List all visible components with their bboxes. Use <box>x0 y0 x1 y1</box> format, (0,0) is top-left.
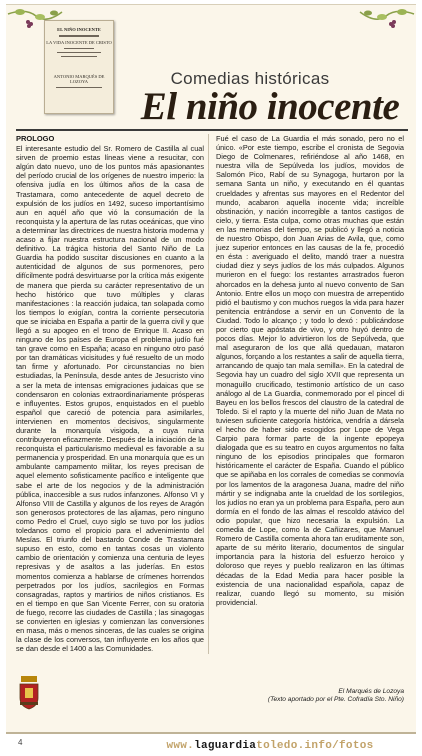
book-rule <box>57 52 101 53</box>
footer-website-url[interactable] <box>120 740 420 752</box>
page-subtitle: Comedias históricas <box>170 69 330 88</box>
article-column-left <box>16 134 204 654</box>
signature-name: El Marqués de Lozoya <box>338 688 404 695</box>
article-text-right: Fué el caso de La Guardia el más sonado, pero no el único. «Por este tiempo, escribe el cronista de Segovia Diego de Colmenares, refiriéndose al año 1468, en nuestra villa de Sepúlveda los judíos, movidos de Salomón Pico, Rabí de su Synagoga, hurtaron por la semana Santa un niño, y executando en él quantas crueldades y afrentas sus mayores en el Redentor del mundo, acabaron aquella inocente vida; increíble obstinación, y nación incorregible a tantos castigos de cielo, y tierra. Esta culpa, como otras muchas que están en las memorias del tiempo, se publicó y llegó a noticia de nuestro Obispo, don Juan Arias de Avila, que, como juez superior entonces en las causas de la fe, procedió en ésta : averiguado el delito, mandó traer a nuestra ciudad diez y seys judíos de los más culpados. Algunos murieron en el fuego: los restantes arrastrados fueron ahorcados en la dehesa junto al nuevo convento de San Antonio. Entre ellos un moço con muestra de arrepentido pidió el bautismo y con muchos ruegos la vida para hazer penitencia entrándose a servir en un Convento de la Ciudad. Todo lo alcanço ; y todo lo dexó : publicándose por cierto que apóstata de vivo, y otro huyó dentro de pocos días. Mejor lo advirtieron los de Sepúlveda, que mal aseguraron de los que allá quedauan, mataron algunos, forçando a los restantes a salir de aquella tierra, arrancando de quajo tan mala semilla». En la catedral de Segovia hay un cuadro del siglo XVII que representa un monaguillo crucificado, testimonio artístico de un caso análogo al de La Guardia, conmemorado por el pincel di Bayeu en los bellos frescos del claustro de la catedral de Toledo. Si el rapto y la muerte del niño Juan de Mata no tuviesen suficiente categoría histórica, vendría a dársela el hecho de haber sido escogidos por Lope de Vega Carpio para formar parte de la ingente epopeya dialogada que es su teatro en cuyos argumentos no falta ninguno de los episodios principales que formaron históricamente el carácter de España. Cuando el público que se apiñaba en los corrales de comedias se conmovía por los lamentos de la aragonesa Juana, madre del niño mártir y se indignaba ante la crueldad de los sortilegios, los judíos no eran ya un problema para España, pero aun dormía en el fondo de las almas el rescoldo atávico del odio popular, que hizo necesaria la expulsión. La comedia de Lope, como la de Cañizares, que Manuel Romero de Castilla comenta ahora tan eruditamente son, aparte de su mérito literario, documentos de singular importancia para la historia del esfuerzo heroico y doloroso que reyes y pueblo realizaron en las últimas décadas de la Edad Media para hacer posible la existencia de una nacionalidad española, capaz de realizar, cuando llegó su momento, su misión providencial. <box>216 134 404 607</box>
book-rule <box>59 35 99 37</box>
page-number: 4 <box>18 738 23 747</box>
book-author: ANTONIO MARQUÉS DE LOZOYA <box>53 74 105 84</box>
page-title: El niño inocente <box>140 85 400 128</box>
signature-note: (Texto aportado por el Pte. Cofradía Sto. Niño) <box>267 696 404 704</box>
book-rule <box>61 56 97 57</box>
section-heading: PROLOGO <box>16 134 55 143</box>
url-domain: laguardia <box>194 740 257 752</box>
page-bottom-rule <box>6 732 416 734</box>
url-prefix: www. <box>166 740 195 752</box>
header-divider <box>16 129 408 131</box>
article-column-right <box>216 134 404 626</box>
url-suffix: toledo.info/fotos <box>256 740 374 752</box>
book-rule <box>64 48 94 49</box>
article-signature <box>216 688 404 704</box>
column-divider <box>208 134 209 654</box>
book-rule <box>56 87 102 88</box>
book-cover-image <box>44 20 114 114</box>
article-text-left: El interesante estudio del Sr. Romero de Castilla al cual sirven de proemio estas líneas viene a resucitar, con algún dato nuevo, uno de los puntos más apasionantes del período crucial de los orígenes de nuestro imperio: la ofensiva judía en los últimos años de la casa de Trastamara, como antecedente de aquel decreto de expulsión de los judíos en 1492, suceso importantísimo aun en aquél año que vió la consumación de la reconquista y la apertura de las rutas oceánicas, que vino a determinar las directrices de nuestra historia moderna y acaso a fijar nuestra estructura nacional de un modo definitivo. La trágica historia del Santo Niño de La Guardia ha podido suscitar discusiones en cuanto a la autenticidad de algunos de sus pormenores, pero difícilmente podrá desvirtuarse por la crítica más exigente de manera que pierda su carácter representativo de un hecho histórico que tuvo múltiples y claras manifestaciones : la reacción judaica, tan solapada como los tiempos lo exigían, contra la corriente persecutoria que se iniciaba en España a partir de la guerra civil y que llegó a su apogeo en el trono de Enrique II. Acaso en ninguno de los países de Europa el problema judío fué tan grave como en España; acaso en ninguno otro pasó por tan dramáticas vicisitudes y fué resuelto de un modo tan firme y afortunado. Por circunstancias no bien estudiadas, la Península, desde antes de Jesucristo vino a ser la meta de intensas emigraciones judaicas que se condensaron en colonias extraordinariamente prósperas e influyentes. Estos grupos, enquistados en el pueblo español que careció de potencia para asimilarles, intervienen en momentos decisivos, singularmente durante la monarquía visigoda, a cuya ruina contribuyeron eficazmente. Después de la iniciación de la reconquista el particularismo medieval es favorable a su permanencia y prosperidad. En una monarquía que es un ambulante campamento militar, los reyes precisan de aquel elemento sofisticamente pacífico e inteligente que sabe el arte de los negocios y de la administración pública, inaccesible a sus rudos infanzones. Alfonso VI y Alfonso VIII de Castilla y algunos de los reyes de Aragón son generosos protectores de las aljamas, pero ninguno como Pedro el Cruel, cuyo siglo se tuvo por los judíos toledanos como el propicio para el advenimiento del Mesías. El triunfo del bastardo Conde de Trastamara supuso en esto, como en tantas cosas un violento cambio de orientación y comienza una centuria de leyes represivas y de asaltos a las juderías. En estos momentos comienza a hablarse de crímenes horrendos perpetrados por los judíos, sacrilegios en Formas consagradas, raptos y martirios de niños cristianos. Es en el tiempo en que San Vicente Ferrer, con su oratoria de fuego, recorre las ciudades de Castilla ; las sinagogas se convierten en iglesias y comienzan las conversiones en masa, más o menos sinceras, de las cuales se origina la clase de los conversos, tan influyente en los años que se dan desde el 1400 a las Comunidades. <box>16 144 204 654</box>
book-title-line2: LA VIDA INOCENTE DE CRISTO <box>46 40 112 45</box>
coat-of-arms-icon <box>18 676 40 710</box>
book-title-line1: EL NIÑO INOCENTE <box>57 27 101 32</box>
